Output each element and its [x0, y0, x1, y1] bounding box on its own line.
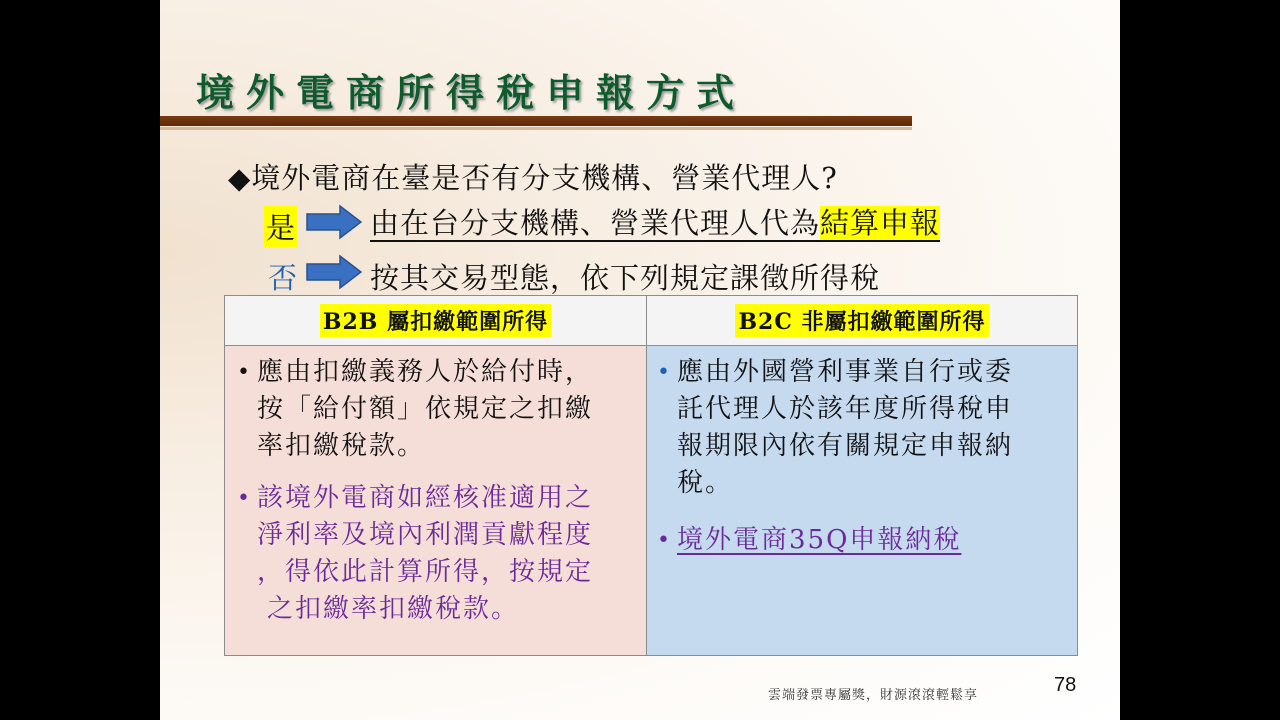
b2b-bullet-1-line: 應由扣繳義務人於給付時，	[257, 357, 594, 387]
footer-slogan: 雲端發票專屬獎，財源滾滾輕鬆享	[768, 688, 979, 703]
no-description: 按其交易型態，依下列規定課徵所得稅	[370, 261, 881, 295]
b2b-bullet-1-line: 率扣繳稅款。	[257, 431, 426, 461]
b2c-bullet-1-line: 應由外國營利事業自行或委	[677, 357, 1014, 387]
b2c-header-text: B2C 非屬扣繳範圍所得	[735, 304, 988, 337]
b2c-cell	[647, 346, 1077, 655]
arrow-right-icon	[306, 204, 362, 240]
yes-text: 由在台分支機構、營業代理人代為	[370, 206, 821, 240]
b2b-bullet-2-line: ，得依此計算所得，按規定	[257, 557, 594, 587]
table-header-b2b	[225, 296, 647, 346]
b2b-cell	[225, 346, 647, 655]
slide	[160, 0, 1120, 720]
yes-label: 是	[264, 206, 297, 247]
title-divider	[160, 116, 912, 126]
b2b-bullet-1: • 應由扣繳義務人於給付時， 按「給付額」依規定之扣繳 率扣繳稅款。	[257, 354, 593, 465]
b2c-bullet-1-line: 託代理人於該年度所得稅申	[677, 394, 1014, 424]
slide-title: 境外電商所得稅申報方式	[196, 70, 747, 115]
b2c-bullet-1-line: 稅。	[677, 468, 734, 498]
settlement-filing-highlight: 結算申報	[820, 206, 941, 240]
arrow-right-icon	[306, 254, 362, 290]
no-label: 否	[268, 261, 298, 295]
35q-filing-link[interactable]: 境外電商35Q申報納稅	[677, 525, 962, 555]
b2b-bullet-2-line: 之扣繳率扣繳稅款。	[267, 594, 520, 624]
b2b-bullet-1-line: 按「給付額」依規定之扣繳	[257, 394, 594, 424]
tax-comparison-table	[224, 295, 1078, 656]
title-divider-accent	[160, 127, 912, 130]
b2b-bullet-2-line: 該境外電商如經核准適用之	[257, 483, 594, 513]
b2c-bullet-1-line: 報期限內依有關規定申報納	[677, 431, 1014, 461]
page-number: 78	[1054, 674, 1077, 696]
table-header-b2c	[647, 296, 1077, 346]
b2b-bullet-2-line: 淨利率及境內利潤貢獻程度	[257, 520, 594, 550]
b2c-bullet-1: • 應由外國營利事業自行或委 託代理人於該年度所得稅申 報期限內依有關規定申報納 稅。	[677, 354, 1013, 502]
b2b-bullet-2: • 該境外電商如經核准適用之 淨利率及境內利潤貢獻程度 ，得依此計算所得，按規定 之扣繳率扣繳稅款。	[257, 480, 593, 628]
question-text: ◆境外電商在臺是否有分支機構、營業代理人?	[228, 161, 838, 195]
b2b-header-text: B2B 屬扣繳範圍所得	[320, 304, 551, 337]
b2c-bullet-2: • 境外電商35Q申報納稅	[657, 525, 962, 555]
yes-description	[370, 206, 940, 242]
